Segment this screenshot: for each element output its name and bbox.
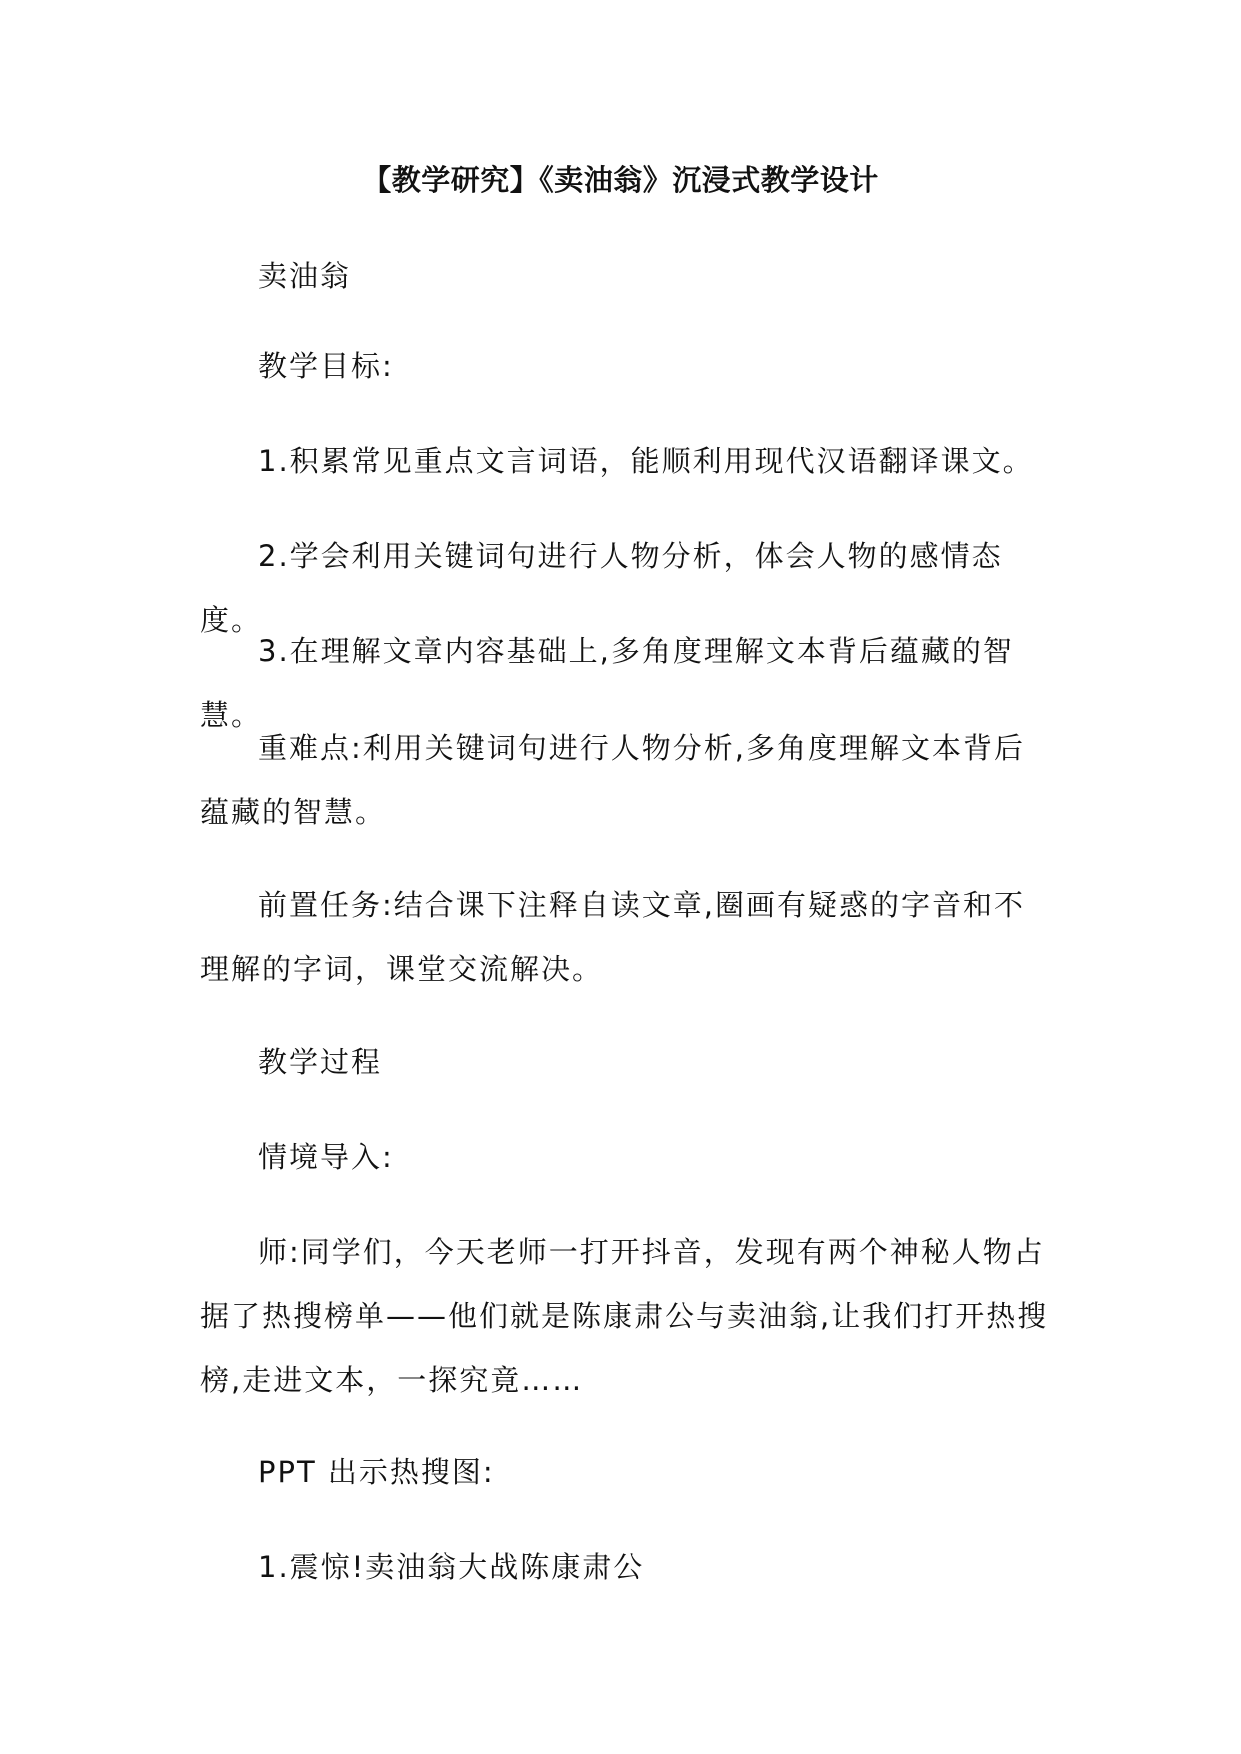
paragraph-key-points: 重难点:利用关键词句进行人物分析,多角度理解文本背后蕴藏的智慧。 [200, 731, 1025, 829]
paragraph-goal-3: 3.在理解文章内容基础上,多角度理解文本背后蕴藏的智慧。 [200, 634, 1014, 732]
paragraph-pre-task: 前置任务:结合课下注释自读文章,圈画有疑惑的字音和不理解的字词，课堂交流解决。 [200, 888, 1025, 986]
document-title: 【教学研究】《卖油翁》沉浸式教学设计 [362, 163, 879, 197]
paragraph-intro-heading: 情境导入: [258, 1140, 394, 1174]
paragraph-process-heading: 教学过程 [258, 1045, 383, 1079]
paragraph-goals-heading: 教学目标: [258, 349, 394, 383]
paragraph-hot-search-1: 1.震惊!卖油翁大战陈康肃公 [258, 1550, 645, 1584]
paragraph-ppt-note: PPT 出示热搜图: [258, 1455, 495, 1489]
paragraph-lesson-name: 卖油翁 [258, 259, 352, 293]
paragraph-teacher-speech: 师:同学们，今天老师一打开抖音，发现有两个神秘人物占据了热搜榜单——他们就是陈康肃公与卖油翁,让我们打开热搜榜,走进文本，一探究竟…… [200, 1235, 1049, 1397]
paragraph-goal-2: 2.学会利用关键词句进行人物分析，体会人物的感情态度。 [200, 539, 1003, 637]
paragraph-goal-1: 1.积累常见重点文言词语，能顺利用现代汉语翻译课文。 [258, 444, 1034, 478]
